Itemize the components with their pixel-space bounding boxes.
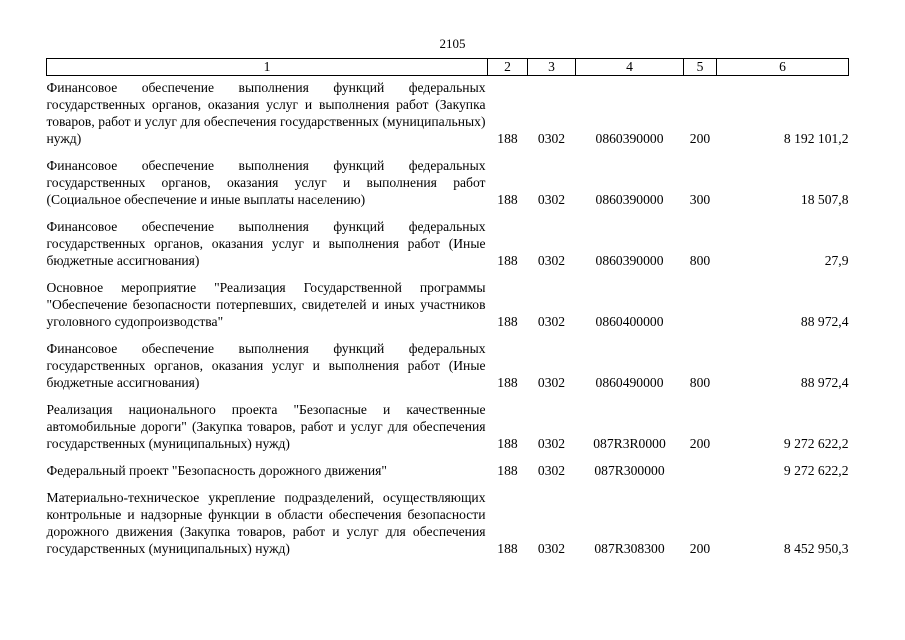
row-col-2: 188 (497, 131, 518, 146)
row-col-4: 087R3R0000 (593, 436, 666, 451)
row-col-3: 0302 (537, 541, 566, 556)
row-col-2: 188 (497, 253, 518, 268)
row-col-3: 0302 (537, 131, 566, 146)
page-number: 2105 (439, 36, 466, 51)
header-col-5: 5 (684, 59, 717, 76)
row-col-5 (684, 452, 717, 479)
row-col-6: 9 272 622,2 (783, 436, 849, 451)
header-col-1: 1 (47, 59, 488, 76)
budget-table (46, 58, 849, 557)
row-col-5 (684, 269, 717, 330)
header-col-3: 3 (528, 59, 576, 76)
row-name: Финансовое обеспечение выполнения функций федеральных государственных органов, оказания услуг и выполнения работ (Социальное обеспечение и иные выплаты населению) (46, 158, 486, 207)
row-name: Материально-техническое укрепление подразделений, осуществляющих контрольные и надзорные функции в области обеспечения безопасности дорожного движения (Закупка товаров, работ и услуг для обеспечения государственных (муниципальных) нужд) (46, 490, 486, 556)
row-col-3: 0302 (537, 436, 566, 451)
row-col-6: 88 972,4 (800, 375, 849, 390)
row-col-2: 188 (497, 463, 518, 478)
row-col-6: 9 272 622,2 (783, 463, 849, 478)
table-row (47, 452, 849, 479)
row-col-4: 087R300000 (594, 463, 665, 478)
header-col-2: 2 (488, 59, 528, 76)
row-col-5: 800 (689, 253, 711, 268)
row-col-6: 27,9 (824, 253, 849, 268)
row-col-4: 0860390000 (595, 253, 664, 268)
table-row (47, 269, 849, 330)
header-col-4: 4 (576, 59, 684, 76)
row-col-3: 0302 (537, 314, 566, 329)
row-col-4: 0860390000 (595, 131, 664, 146)
row-col-3: 0302 (537, 375, 566, 390)
table-header (47, 59, 849, 76)
row-name: Финансовое обеспечение выполнения функций федеральных государственных органов, оказания услуг и выполнения работ (Закупка товаров, работ и услуг для обеспечения государственных (муниципальных) нужд) (46, 80, 486, 146)
table-body (47, 76, 849, 558)
table-row (47, 147, 849, 208)
row-name: Финансовое обеспечение выполнения функций федеральных государственных органов, оказания услуг и выполнения работ (Иные бюджетные ассигнования) (46, 219, 486, 268)
row-name: Финансовое обеспечение выполнения функций федеральных государственных органов, оказания услуг и выполнения работ (Иные бюджетные ассигнования) (46, 341, 486, 390)
table-row (47, 330, 849, 391)
row-col-2: 188 (497, 375, 518, 390)
row-col-5: 800 (689, 375, 711, 390)
row-col-5: 300 (689, 192, 711, 207)
row-col-3: 0302 (537, 192, 566, 207)
row-col-6: 8 192 101,2 (783, 131, 849, 146)
row-name: Реализация национального проекта "Безопасные и качественные автомобильные дороги" (Закупка товаров, работ и услуг для обеспечения государственных (муниципальных) нужд) (46, 402, 486, 451)
row-col-4: 0860400000 (595, 314, 664, 329)
row-col-5: 200 (689, 541, 711, 556)
row-col-4: 0860390000 (595, 192, 664, 207)
row-col-6: 8 452 950,3 (783, 541, 849, 556)
table-row (47, 391, 849, 452)
row-col-6: 18 507,8 (800, 192, 849, 207)
row-col-5: 200 (689, 131, 711, 146)
row-col-4: 0860490000 (595, 375, 664, 390)
table-row (47, 208, 849, 269)
row-col-2: 188 (497, 192, 518, 207)
header-col-6: 6 (717, 59, 849, 76)
row-col-2: 188 (497, 436, 518, 451)
row-name: Основное мероприятие "Реализация Государственной программы "Обеспечение безопасности потерпевших, свидетелей и иных участников уголовного судопроизводства" (46, 280, 486, 329)
row-col-2: 188 (497, 314, 518, 329)
row-col-2: 188 (497, 541, 518, 556)
row-col-3: 0302 (537, 253, 566, 268)
table-row (47, 76, 849, 148)
row-col-3: 0302 (537, 463, 566, 478)
row-col-5: 200 (689, 436, 711, 451)
table-row (47, 479, 849, 557)
header-row (47, 59, 849, 76)
row-col-6: 88 972,4 (800, 314, 849, 329)
row-col-4: 087R308300 (594, 541, 665, 556)
row-name: Федеральный проект "Безопасность дорожного движения" (46, 463, 387, 478)
